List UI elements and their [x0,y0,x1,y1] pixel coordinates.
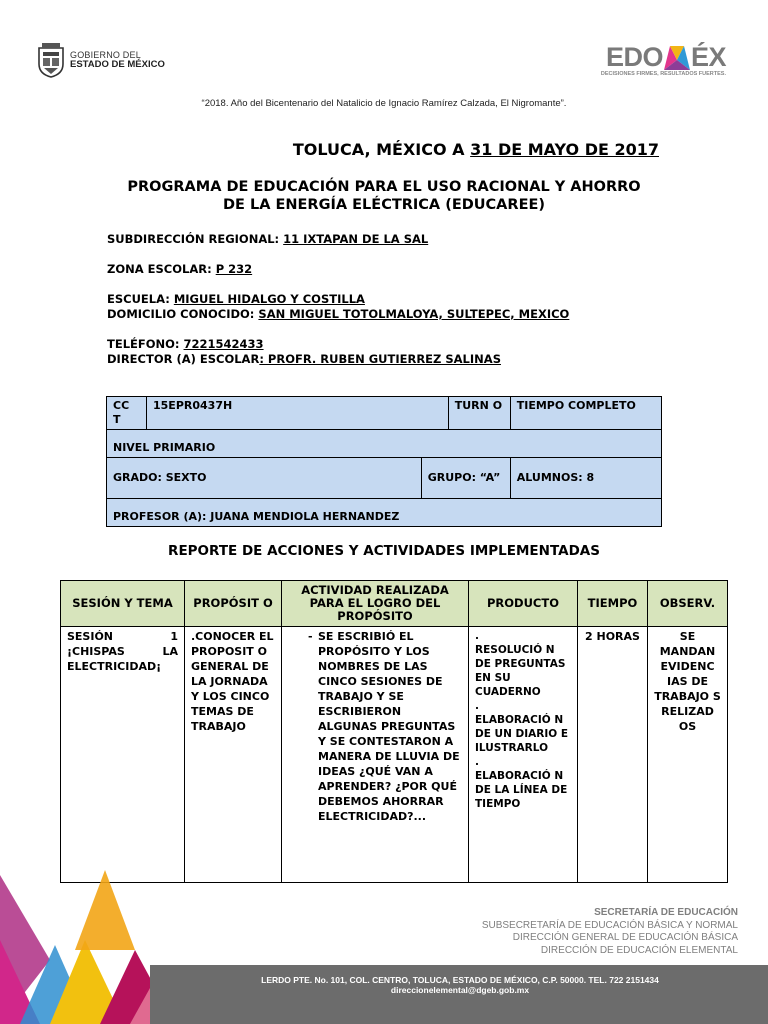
report-header-row [61,581,728,627]
domicilio-label: DOMICILIO CONOCIDO: [107,307,259,321]
cell-tiempo: 2 HORAS [578,627,648,883]
secretaria-block [482,907,738,957]
secretaria-line1: SUBSECRETARÍA DE EDUCACIÓN BÁSICA Y NORMAL [481,919,738,931]
activity-dash: - [308,630,313,643]
subdireccion-line [107,232,428,247]
edomex-word-left: EDO [605,42,663,72]
program-title-line1: PROGRAMA DE EDUCACIÓN PARA EL USO RACIONAL Y AHORRO [127,179,641,195]
director-label: DIRECTOR (A) ESCOLAR [107,352,260,366]
program-title-line2: DE LA ENERGÍA ELÉCTRICA (EDUCAREE) [222,197,546,213]
zona-value: P 232 [215,262,253,276]
gobierno-logo [36,42,165,78]
report-row [61,627,728,883]
escuela-value: MIGUEL HIDALGO Y COSTILLA [173,292,365,306]
footer-address: LERDO PTE. No. 101, COL. CENTRO, TOLUCA, ESTADO DE MÉXICO, C.P. 50000. TEL. 722 2151434 [261,975,659,985]
header-tiempo: TIEMPO [578,581,648,627]
cell-sesion: SESIÓN 1 ¡CHISPAS LA ELECTRICIDAD¡ [61,627,185,883]
cell-proposito: .CONOCER EL PROPOSIT O GENERAL DE LA JORNADA Y LOS CINCO TEMAS DE TRABAJO [185,627,282,883]
activity-text: SE ESCRIBIÓ EL PROPÓSITO Y LOS NOMBRES DE LAS CINCO SESIONES DE TRABAJO Y SE ESCRIBIERON ALGUNAS PREGUNTAS Y SE CONTESTARON A MANERA DE LLUVIA DE IDEAS ¿QUÉ VAN A APRENDER? ¿POR QUÉ DEBEMOS AHORRAR ELECTRICIDAD?... [318,630,460,823]
telefono-value: 7221542433 [183,337,264,351]
cct-value: 15EPR0437H [147,397,449,430]
header-observ: OBSERV. [648,581,728,627]
producto-bullet: . [475,630,479,642]
info-row-grado [107,458,662,499]
secretaria-line3: DIRECCIÓN DE EDUCACIÓN ELEMENTAL [540,944,738,956]
report-table [60,580,728,883]
state-seal-icon [36,42,66,78]
cct-label: CC T [107,397,147,430]
date-prefix: TOLUCA, MÉXICO A [292,140,471,159]
zona-label: ZONA ESCOLAR: [107,262,216,276]
school-info-table [106,396,662,527]
subdireccion-value: 11 IXTAPAN DE LA SAL [283,232,429,246]
info-row-nivel [107,430,662,458]
edomex-m-mark-icon [664,46,690,70]
subdireccion-label: SUBDIRECCIÓN REGIONAL: [107,232,284,246]
footer-bar [150,965,768,1024]
date-line [293,140,659,159]
telefono-label: TELÉFONO: [107,337,184,351]
gobierno-line1: GOBIERNO DEL [70,50,141,60]
header-sesion: SESIÓN Y TEMA [61,581,185,627]
gobierno-line2: ESTADO DE MÉXICO [70,59,165,70]
edomex-word-right: ÉX [690,42,726,72]
grupo-value: GRUPO: “A” [421,458,510,499]
producto-item: ELABORACIÓ N DE UN DIARIO E ILUSTRARLO [475,714,569,754]
producto-bullet: . [475,756,479,768]
profesor-value: PROFESOR (A): JUANA MENDIOLA HERNANDEZ [107,499,662,527]
grado-value: GRADO: SEXTO [107,458,422,499]
footer-email: direccionelemental@dgeb.gob.mx [390,985,530,995]
program-title [0,178,768,214]
domicilio-value: SAN MIGUEL TOTOLMALOYA, SULTEPEC, MEXICO [258,307,570,321]
cell-producto [469,627,578,883]
cell-observ: SE MANDAN EVIDENC IAS DE TRABAJO S RELIZAD OS [648,627,728,883]
producto-item: RESOLUCIÓ N DE PREGUNTAS EN SU CUADERNO [475,644,566,698]
header-actividad: ACTIVIDAD REALIZADA PARA EL LOGRO DEL PROPÓSITO [282,581,469,627]
producto-item: ELABORACIÓ N DE LA LÍNEA DE TIEMPO [475,770,568,810]
cell-actividad [282,627,469,883]
edomex-logo [568,42,726,77]
info-row-profesor [107,499,662,527]
header-producto: PRODUCTO [469,581,578,627]
director-value: : PROFR. RUBEN GUTIERREZ SALINAS [259,352,501,366]
producto-bullet: . [475,700,479,712]
zona-line [107,262,252,277]
edomex-tagline: DECISIONES FIRMES, RESULTADOS FUERTES. [600,71,726,77]
turno-value: TIEMPO COMPLETO [510,397,661,430]
secretaria-line2: DIRECCIÓN GENERAL DE EDUCACIÓN BÁSICA [512,932,738,943]
telefono-line [107,337,264,352]
date-value: 31 DE MAYO DE 2017 [470,140,659,159]
director-line [107,352,501,367]
escuela-label: ESCUELA: [107,292,174,306]
report-title: REPORTE DE ACCIONES Y ACTIVIDADES IMPLEMENTADAS [168,543,600,559]
secretaria-title: SECRETARÍA DE EDUCACIÓN [594,907,738,918]
turno-label: TURN O [448,397,510,430]
alumnos-value: ALUMNOS: 8 [510,458,661,499]
escuela-line [107,292,365,307]
header-proposito: PROPÓSIT O [185,581,282,627]
year-motto: “2018. Año del Bicentenario del Natalicio de Ignacio Ramírez Calzada, El Nigromante”. [201,98,567,109]
nivel-value: NIVEL PRIMARIO [107,430,662,458]
domicilio-line [107,307,569,322]
info-row-cct [107,397,662,430]
footer-address-block [250,975,670,995]
